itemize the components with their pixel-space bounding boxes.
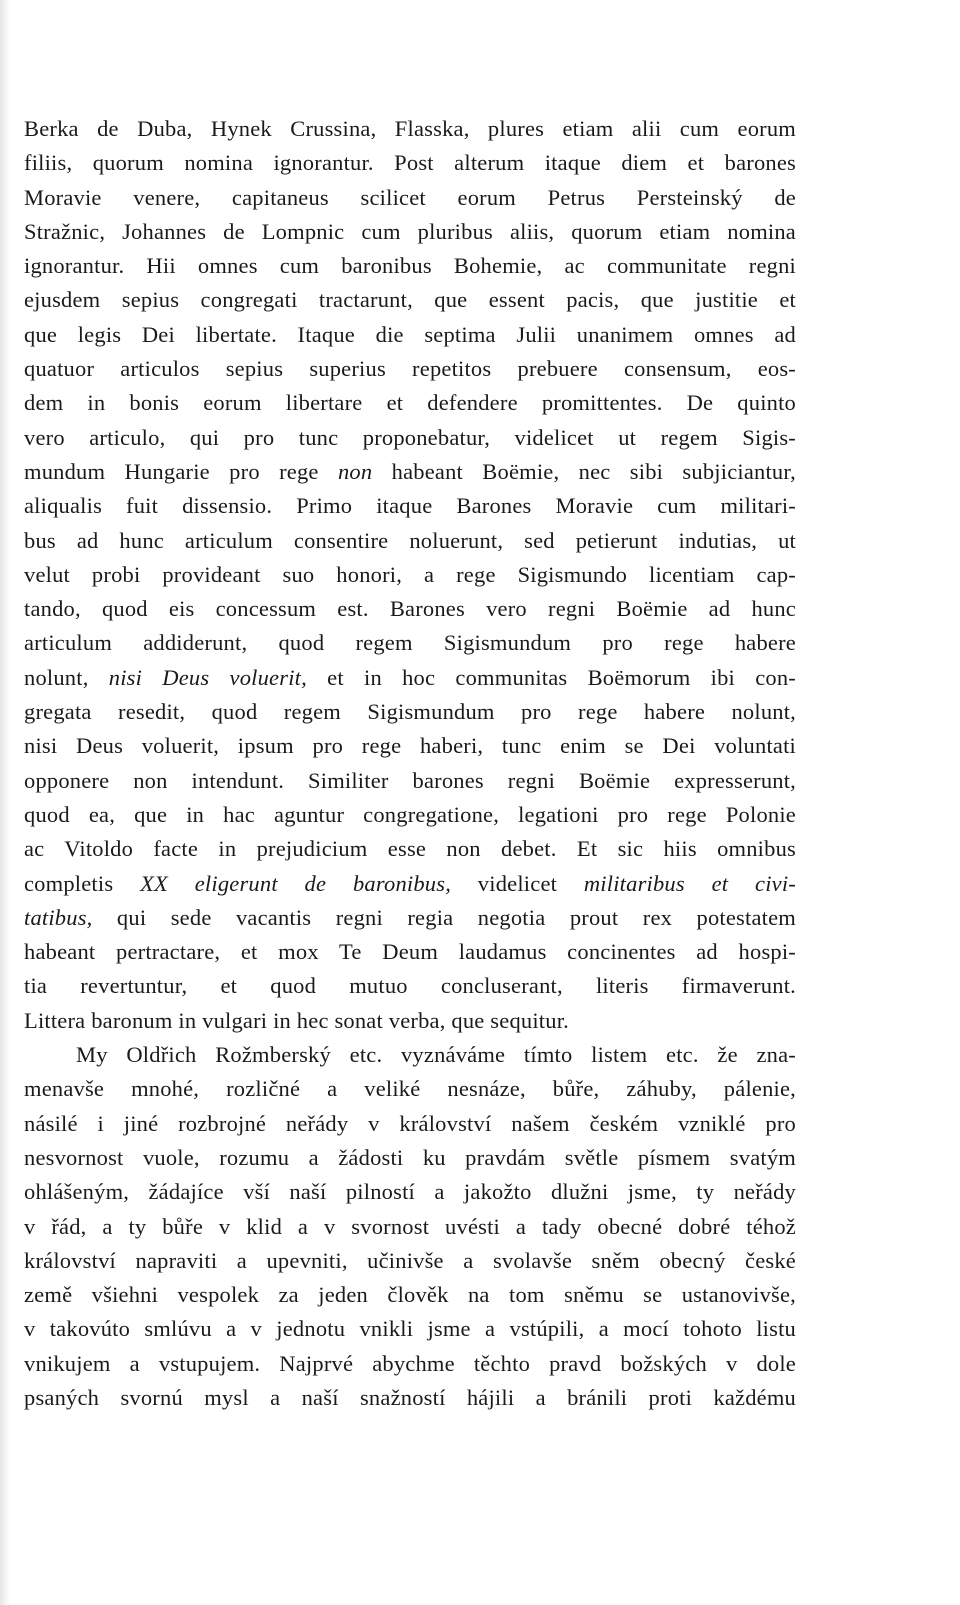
text-segment: aliqualis fuit dissensio. Primo itaque Barones Moravie cum militari- <box>24 493 796 519</box>
text-segment: vero articulo, qui pro tunc proponebatur, videlicet ut regem Sigis- <box>24 424 796 450</box>
page-gutter-shadow <box>0 0 10 1605</box>
text-segment: v takovúto smlúvu a v jednotu vnikli jsme a vstúpili, a mocí tohoto listu <box>24 1316 796 1342</box>
text-segment: Stražnic, Johannes de Lompnic cum pluribus aliis, quorum etiam nomina <box>24 218 796 244</box>
text-line <box>24 1004 796 1038</box>
text-segment: nolunt, <box>24 664 109 690</box>
text-segment: quod ea, que in hac aguntur congregatione, legationi pro rege Polonie <box>24 801 796 827</box>
text-line <box>24 489 796 523</box>
text-line <box>24 524 796 558</box>
text-line <box>24 181 796 215</box>
text-segment: násilé i jiné rozbrojné neřády v království našem českém vzniklé pro <box>24 1110 796 1136</box>
text-line <box>24 352 796 386</box>
text-line <box>24 455 796 489</box>
text-line <box>24 764 796 798</box>
text-line <box>24 1278 796 1312</box>
text-line <box>24 867 796 901</box>
italic-text-segment: non <box>337 458 373 484</box>
text-line <box>24 1210 796 1244</box>
text-line <box>24 901 796 935</box>
text-segment: ac Vitoldo facte in prejudicium esse non debet. Et sic hiis omnibus <box>24 836 796 862</box>
italic-text-segment: militaribus et civi- <box>583 870 796 896</box>
italic-text-segment: tatibus, <box>24 904 93 930</box>
text-segment: mundum Hungarie pro rege <box>24 458 338 484</box>
text-segment: et in hoc communitas Boëmorum ibi con- <box>306 664 796 690</box>
body-text <box>24 112 796 1415</box>
text-line <box>24 935 796 969</box>
text-segment: psaných svornú mysl a naší snažností hájili a bránili proti každému <box>24 1384 796 1410</box>
text-segment: vnikujem a vstupujem. Najprvé abychme těchto pravd božských v dole <box>24 1350 796 1376</box>
text-segment: completis <box>24 870 141 896</box>
text-line <box>24 1244 796 1278</box>
text-segment: nesvornost vuole, rozumu a žádosti ku pravdám světle písmem svatým <box>24 1144 796 1170</box>
text-line <box>24 1312 796 1346</box>
text-line <box>24 1038 796 1072</box>
text-line <box>24 592 796 626</box>
text-line <box>24 421 796 455</box>
italic-text-segment: nisi Deus voluerit, <box>108 664 307 690</box>
text-line <box>24 832 796 866</box>
text-segment: ohlášeným, žádajíce vší naší pilností a jakožto dlužni jsme, ty neřády <box>24 1179 796 1205</box>
text-segment: ignorantur. Hii omnes cum baronibus Bohemie, ac communitate regni <box>24 253 796 279</box>
text-line <box>24 661 796 695</box>
text-segment: Littera baronum in vulgari in hec sonat verba, que sequitur. <box>24 1007 569 1033</box>
text-segment: opponere non intendunt. Similiter barones regni Boëmie expresserunt, <box>24 767 796 793</box>
text-line <box>24 969 796 1003</box>
text-line <box>24 729 796 763</box>
text-segment: v řád, a ty bůře v klid a v svornost uvésti a tady obecné dobré téhož <box>24 1213 796 1239</box>
text-line <box>24 1381 796 1415</box>
text-segment: gregata resedit, quod regem Sigismundum pro rege habere nolunt, <box>24 699 796 725</box>
text-segment: bus ad hunc articulum consentire noluerunt, sed petierunt indutias, ut <box>24 527 796 553</box>
text-line <box>24 626 796 660</box>
text-line <box>24 215 796 249</box>
text-segment: My Oldřich Rožmberský etc. vyznáváme tímto listem etc. že zna- <box>76 1042 796 1068</box>
text-segment: que legis Dei libertate. Itaque die septima Julii unanimem omnes ad <box>24 321 796 347</box>
text-segment: dem in bonis eorum libertare et defendere promittentes. De quinto <box>24 390 796 416</box>
text-line <box>24 146 796 180</box>
text-segment: qui sede vacantis regni regia negotia prout rex potestatem <box>92 904 796 930</box>
text-segment: videlicet <box>451 870 584 896</box>
text-segment: Moravie venere, capitaneus scilicet eorum Petrus Persteinský de <box>24 184 796 210</box>
text-segment: quatuor articulos sepius superius repetitos prebuere consensum, eos- <box>24 356 796 382</box>
text-line <box>24 1175 796 1209</box>
text-segment: filiis, quorum nomina ignorantur. Post alterum itaque diem et barones <box>24 150 796 176</box>
text-segment: země všiehni vespolek za jeden člověk na tom sněmu se ustanovivše, <box>24 1282 796 1308</box>
text-line <box>24 112 796 146</box>
text-segment: habeant Boëmie, nec sibi subjiciantur, <box>372 458 796 484</box>
text-segment: tando, quod eis concessum est. Barones vero regni Boëmie ad hunc <box>24 596 796 622</box>
text-line <box>24 386 796 420</box>
text-segment: ejusdem sepius congregati tractarunt, que essent pacis, que justitie et <box>24 287 796 313</box>
text-line <box>24 558 796 592</box>
text-line <box>24 283 796 317</box>
text-segment: království napraviti a upevniti, učinivše a svolavše sněm obecný české <box>24 1247 796 1273</box>
text-line <box>24 695 796 729</box>
text-line <box>24 1072 796 1106</box>
text-segment: Berka de Duba, Hynek Crussina, Flasska, plures etiam alii cum eorum <box>24 116 796 141</box>
text-line <box>24 798 796 832</box>
text-segment: habeant pertractare, et mox Te Deum laudamus concinentes ad hospi- <box>24 939 796 965</box>
text-segment: velut probi provideant suo honori, a rege Sigismundo licentiam cap- <box>24 561 796 587</box>
text-segment: nisi Deus voluerit, ipsum pro rege haberi, tunc enim se Dei voluntati <box>24 733 796 759</box>
text-line <box>24 1107 796 1141</box>
text-line <box>24 1347 796 1381</box>
text-line <box>24 318 796 352</box>
text-segment: menavše mnohé, rozličné a veliké nesnáze, bůře, záhuby, pálenie, <box>24 1076 796 1102</box>
text-line <box>24 1141 796 1175</box>
text-line <box>24 249 796 283</box>
italic-text-segment: XX eligerunt de baronibus, <box>140 870 452 896</box>
text-segment: tia revertuntur, et quod mutuo concluserant, literis firmaverunt. <box>24 973 796 999</box>
text-segment: articulum addiderunt, quod regem Sigismundum pro rege habere <box>24 630 796 656</box>
